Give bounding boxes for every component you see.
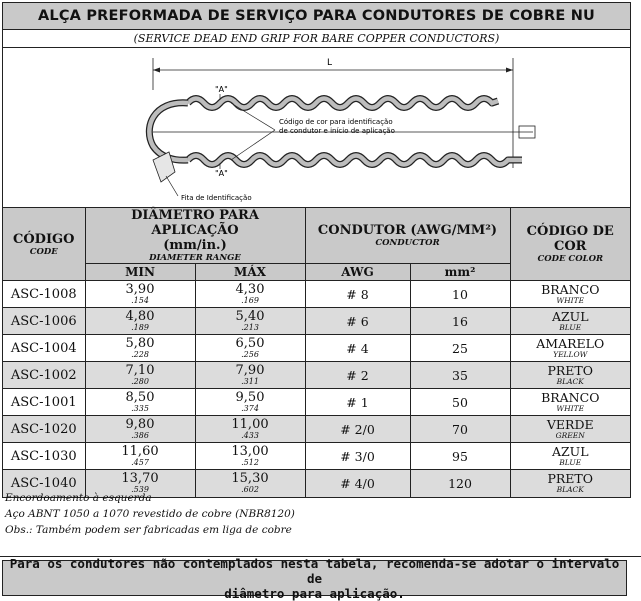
cell-min <box>85 335 195 362</box>
table-body <box>3 281 630 497</box>
cell-mm2: 120 <box>410 470 510 497</box>
header-code <box>3 208 85 281</box>
cell-mm2: 25 <box>410 335 510 362</box>
table-header-row <box>3 208 630 264</box>
cell-mm2: 35 <box>410 362 510 389</box>
max-in: .169 <box>241 296 259 305</box>
header-color-code <box>510 208 630 281</box>
cell-code: ASC-1001 <box>3 389 85 416</box>
cell-max <box>195 362 305 389</box>
min-mm: 3,90 <box>125 282 155 297</box>
color-name: AZUL <box>551 443 589 459</box>
header-mm2: mm² <box>410 264 510 281</box>
note-observation: Obs.: Também podem ser fabricadas em liga de cobre <box>5 524 292 536</box>
max-in: .256 <box>241 350 259 359</box>
notes <box>5 490 295 538</box>
max-mm: 11,00 <box>231 417 269 432</box>
page-subtitle: (SERVICE DEAD END GRIP FOR BARE COPPER CONDUCTORS) <box>3 30 630 48</box>
cell-max <box>195 416 305 443</box>
min-mm: 5,80 <box>125 336 155 351</box>
color-name-en: BLACK <box>556 376 584 386</box>
table-row <box>3 389 630 416</box>
cell-color <box>510 308 630 335</box>
header-color-code-en: CODE COLOR <box>537 254 604 264</box>
cell-mm2: 70 <box>410 416 510 443</box>
spec-sheet <box>2 2 631 498</box>
note-stranding: Encordoamento à esquerda <box>5 492 152 504</box>
note-material: Aço ABNT 1050 a 1070 revestido de cobre (NBR8120) <box>5 508 295 520</box>
cell-color <box>510 443 630 470</box>
header-diameter-units: (mm/in.) <box>163 238 227 253</box>
max-mm: 15,30 <box>231 471 269 487</box>
color-name-en: WHITE <box>556 295 585 305</box>
color-name-en: WHITE <box>556 403 585 413</box>
color-code-note-line2: de condutor e início de aplicação <box>279 127 395 135</box>
cell-min <box>85 389 195 416</box>
max-mm: 4,30 <box>235 282 265 297</box>
table-row <box>3 335 630 362</box>
header-color-code-line2: COR <box>554 239 587 254</box>
min-mm: 7,10 <box>125 363 155 378</box>
color-name-en: BLUE <box>559 457 582 467</box>
max-in: .433 <box>241 431 259 440</box>
table-row <box>3 308 630 335</box>
header-code-en: CODE <box>29 246 58 257</box>
table-row <box>3 281 630 308</box>
header-max: MÁX <box>195 264 305 281</box>
min-mm: 8,50 <box>125 390 155 405</box>
max-in: .512 <box>241 458 259 467</box>
marker-a-bottom: "A" <box>215 169 228 178</box>
cell-mm2: 95 <box>410 443 510 470</box>
footer-note <box>2 555 627 601</box>
cell-code: ASC-1040 <box>3 470 85 497</box>
cell-max <box>195 308 305 335</box>
min-mm: 9,80 <box>125 417 155 432</box>
cell-awg: # 4/0 <box>305 470 410 497</box>
cell-min <box>85 416 195 443</box>
min-mm: 11,60 <box>121 444 159 459</box>
cell-awg: # 2/0 <box>305 416 410 443</box>
cell-code: ASC-1006 <box>3 308 85 335</box>
header-conductor <box>305 208 510 264</box>
cell-code: ASC-1020 <box>3 416 85 443</box>
cell-awg: # 1 <box>305 389 410 416</box>
min-mm: 4,80 <box>125 309 155 324</box>
cell-awg: # 8 <box>305 281 410 308</box>
footer-line1: Para os condutores não contemplados nesta tabela, recomenda-se adotar o intervalo de <box>9 555 620 586</box>
min-in: .189 <box>131 323 149 332</box>
technical-drawing <box>3 48 630 208</box>
color-name: PRETO <box>547 362 594 378</box>
table-row <box>3 416 630 443</box>
header-diameter-label: DIÂMETRO PARA APLICAÇÃO <box>131 208 259 238</box>
color-code-note-line1: Código de cor para identificação <box>279 118 393 126</box>
color-name: PRETO <box>547 470 594 486</box>
page-title: ALÇA PREFORMADA DE SERVIÇO PARA CONDUTORES DE COBRE NU <box>3 3 630 30</box>
tape-leader-line <box>166 176 178 196</box>
cell-max <box>195 443 305 470</box>
cell-color <box>510 335 630 362</box>
header-diameter-en: DIAMETER RANGE <box>149 253 241 263</box>
footer-line2: diâmetro para aplicação. <box>224 585 405 601</box>
header-diameter <box>85 208 305 264</box>
cell-max <box>195 281 305 308</box>
cell-mm2: 10 <box>410 281 510 308</box>
color-name-en: YELLOW <box>553 349 588 359</box>
loop <box>149 103 188 160</box>
arrow-right-icon <box>506 68 513 73</box>
cell-code: ASC-1004 <box>3 335 85 362</box>
min-in: .539 <box>131 485 149 495</box>
table-row <box>3 443 630 470</box>
min-mm: 13,70 <box>121 471 159 487</box>
color-name-en: GREEN <box>555 430 585 440</box>
cell-awg: # 6 <box>305 308 410 335</box>
max-mm: 5,40 <box>235 309 265 324</box>
table-row <box>3 362 630 389</box>
marker-a-top: "A" <box>215 85 228 94</box>
cell-color <box>510 389 630 416</box>
header-color-code-line1: CÓDIGO DE <box>526 224 614 239</box>
header-min: MIN <box>85 264 195 281</box>
max-mm: 7,90 <box>235 363 265 378</box>
min-in: .457 <box>131 458 149 467</box>
cell-code: ASC-1030 <box>3 443 85 470</box>
cell-color <box>510 362 630 389</box>
dead-end-grip-drawing <box>3 48 630 207</box>
cell-mm2: 50 <box>410 389 510 416</box>
max-in: .602 <box>241 485 259 495</box>
spec-table <box>3 208 630 497</box>
header-code-label: CÓDIGO <box>13 231 75 247</box>
arrow-left-icon <box>153 68 160 73</box>
max-mm: 9,50 <box>235 390 265 405</box>
max-in: .311 <box>241 377 259 386</box>
max-mm: 6,50 <box>235 336 265 351</box>
cell-color <box>510 281 630 308</box>
cell-awg: # 2 <box>305 362 410 389</box>
max-in: .374 <box>241 404 259 413</box>
cell-min <box>85 308 195 335</box>
dimension-label-l: L <box>327 58 333 68</box>
color-name-en: BLACK <box>556 484 584 494</box>
cell-min <box>85 281 195 308</box>
header-conductor-label: CONDUTOR (AWG/MM²) <box>317 223 498 238</box>
cell-min <box>85 443 195 470</box>
color-name: BRANCO <box>541 281 600 297</box>
max-mm: 13,00 <box>231 444 269 459</box>
color-name: BRANCO <box>541 389 600 405</box>
cell-max <box>195 389 305 416</box>
min-in: .335 <box>131 404 149 413</box>
cell-color <box>510 470 630 497</box>
min-in: .280 <box>131 377 149 386</box>
cell-awg: # 3/0 <box>305 443 410 470</box>
min-in: .228 <box>131 350 149 359</box>
min-in: .154 <box>131 296 149 305</box>
min-in: .386 <box>131 431 149 440</box>
header-awg: AWG <box>305 264 410 281</box>
max-in: .213 <box>241 323 259 332</box>
color-name: VERDE <box>546 416 594 432</box>
cell-mm2: 16 <box>410 308 510 335</box>
color-name-en: BLUE <box>559 322 582 332</box>
color-name: AZUL <box>551 308 589 324</box>
cell-awg: # 4 <box>305 335 410 362</box>
cell-min <box>85 362 195 389</box>
header-conductor-en: CONDUCTOR <box>375 238 440 248</box>
id-tape-label: Fita de Identificação <box>181 194 252 202</box>
cell-max <box>195 335 305 362</box>
cell-code: ASC-1002 <box>3 362 85 389</box>
color-name: AMARELO <box>536 335 605 351</box>
cell-color <box>510 416 630 443</box>
cell-code: ASC-1008 <box>3 281 85 308</box>
